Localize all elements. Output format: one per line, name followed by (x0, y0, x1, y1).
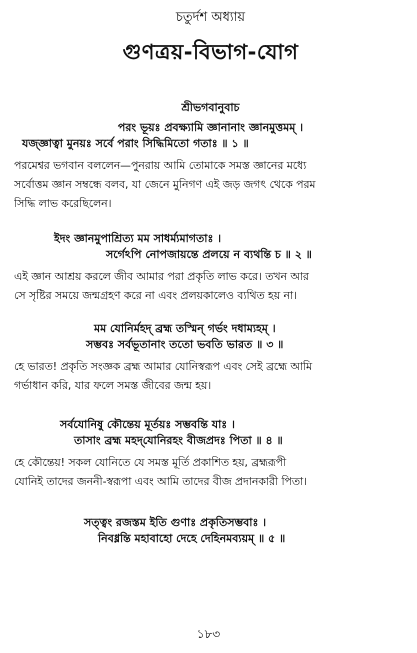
verse-block (14, 321, 407, 353)
translation (14, 453, 407, 491)
verse-block (14, 515, 407, 547)
translation-line: সিদ্ধি লাভ করেছিলেন। (14, 197, 112, 210)
verse-line: যজ্‌জ্ঞাত্বা মুনয়ঃ সর্বে পরাং সিদ্ধিমিতো গতাঃ ॥ ১ ॥ (22, 137, 249, 150)
verse-line: ইদং জ্ঞানমুপাশ্রিত্য মম সাধর্ম্যমাগতাঃ । (54, 232, 222, 245)
translation-line: হে কৌন্তেয়! সকল যোনিতে যে সমস্ত মূর্তি প্রকাশিত হয়, ব্রহ্মরূপী (14, 456, 287, 469)
chapter-title: গুণত্রয়-বিভাগ-যোগ (122, 40, 299, 64)
verse-block (14, 231, 407, 263)
verse-line: সর্গেঽপি নোপজায়ন্তে প্রলয়ে ন ব্যথন্তি চ ॥ ২ ॥ (106, 248, 312, 261)
verse-line: সত্ত্বং রজস্তম ইতি গুণাঃ প্রকৃতিসম্ভবাঃ । (84, 516, 267, 529)
translation (14, 156, 407, 213)
translation (14, 357, 407, 395)
verse-line: পরং ভূয়ঃ প্রবক্ষ্যামি জ্ঞানানাং জ্ঞানমুত্তমম্‌ । (117, 121, 304, 134)
chapter-heading: চতুর্দশ অধ্যায় (175, 10, 246, 25)
translation-line: যোনিই তাদের জননী-স্বরূপা এবং আমি তাদের বীজ প্রদানকারী পিতা। (14, 475, 307, 488)
verse-line: নিবধ্নন্তি মহাবাহো দেহে দেহিনমব্যয়ম্‌ ॥ ৫ ॥ (98, 532, 286, 545)
verse-line: সম্ভবঃ সর্বভূতানাং ততো ভবতি ভারত ॥ ৩ ॥ (86, 338, 284, 351)
verse-line: তাসাং ব্রহ্ম মহদ্‌যোনিরহং বীজপ্রদঃ পিতা ॥ ৪ ॥ (74, 434, 283, 447)
translation-line: সে সৃষ্টির সময়ে জন্মগ্রহণ করে না এবং প্রলয়কালেও ব্যথিত হয় না। (14, 289, 297, 302)
verse-block (14, 417, 407, 449)
translation-line: পরমেশ্বর ভগবান বললেন—পুনরায় আমি তোমাকে সমস্ত জ্ঞানের মধ্যে (14, 159, 307, 172)
translation-line: সর্বোত্তম জ্ঞান সম্বন্ধে বলব, যা জেনে মুনিগণ এই জড় জগৎ থেকে পরম (14, 178, 316, 191)
translation-line: গর্ভাধান করি, যার ফলে সমস্ত জীবের জন্ম হয়। (14, 379, 212, 392)
translation (14, 267, 407, 305)
translation-line: এই জ্ঞান আশ্রয় করলে জীব আমার পরা প্রকৃতি লাভ করে। তখন আর (14, 270, 309, 283)
verse-block (14, 120, 407, 152)
translation-line: হে ভারত! প্রকৃতি সংজ্ঞক ব্রহ্ম আমার যোনিস্বরূপ এবং সেই ব্রহ্মে আমি (14, 360, 312, 373)
verse-line: সর্বযোনিষু কৌন্তেয় মূর্তয়ঃ সম্ভবন্তি যাঃ । (60, 418, 235, 431)
speaker-heading: শ্রীভগবানুবাচ (181, 101, 240, 114)
verse-line: মম যোনির্মহদ্‌ ব্রহ্ম তস্মিন্‌ গর্ভং দধাম্যহম্‌ । (94, 322, 276, 335)
page-number: ১৮৩ (196, 627, 221, 641)
